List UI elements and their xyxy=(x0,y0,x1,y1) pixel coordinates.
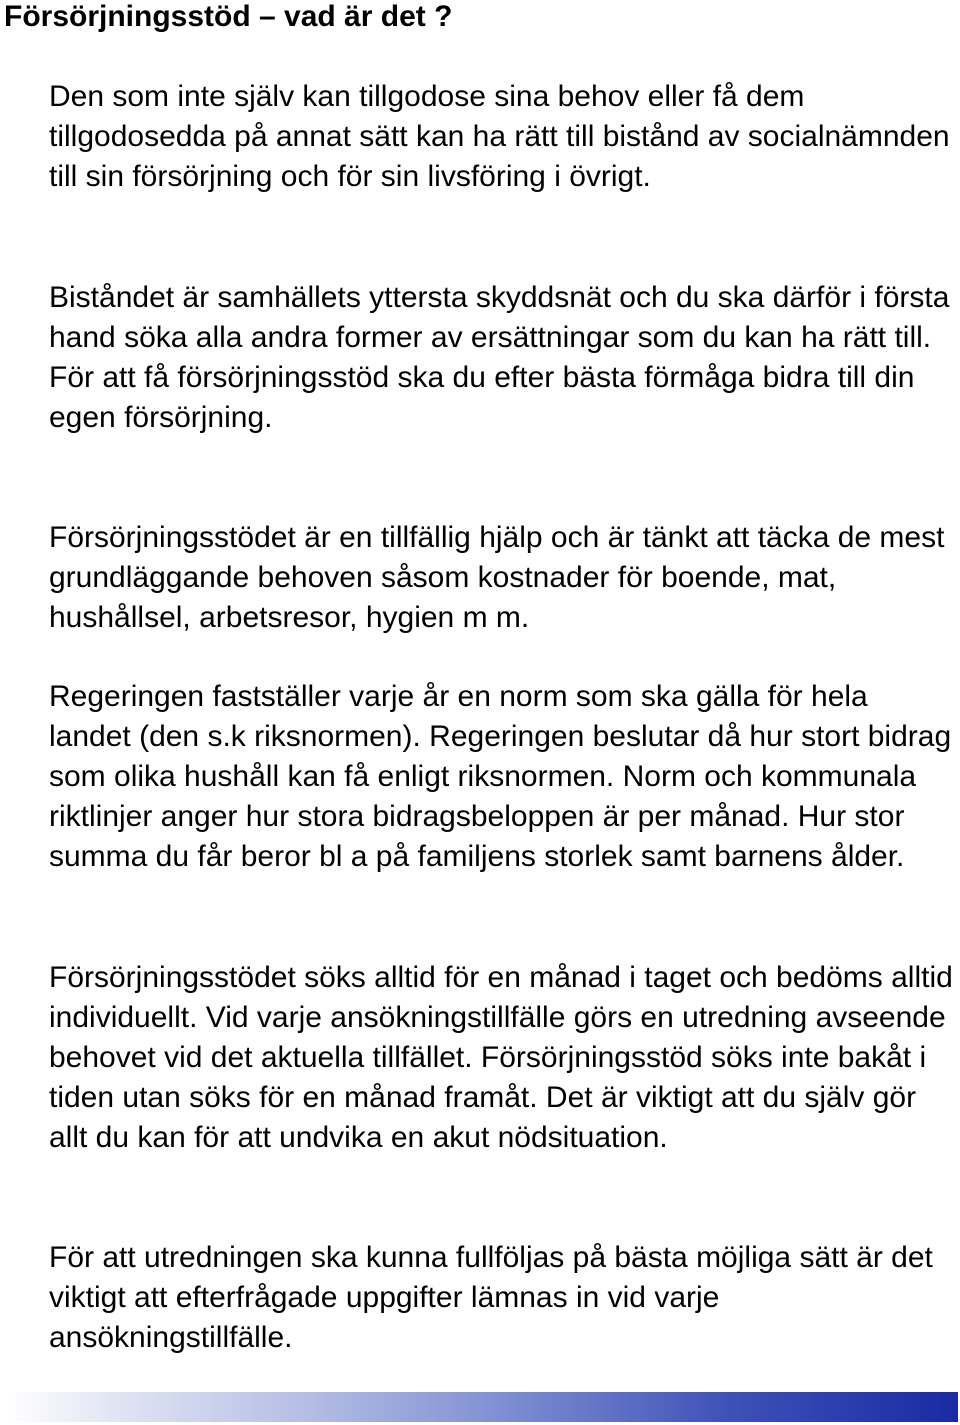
paragraph-required-information: För att utredningen ska kunna fullföljas på bästa möjliga sätt är det viktigt att efterfrågade uppgifter lämnas in vid varje ansökningstillfälle. xyxy=(49,1241,933,1354)
paragraph-safety-net: Biståndet är samhällets yttersta skyddsnät och du ska därför i första hand söka alla andra former av ersättningar som du kan ha rätt till. För att få försörjningsstöd ska du efter bästa förmåga bidra till din egen försörjning. xyxy=(49,281,950,434)
footer-gradient-bar xyxy=(7,1392,958,1422)
paragraph-national-norm: Regeringen fastställer varje år en norm som ska gälla för hela landet (den s.k riksnormen). Regeringen beslutar då hur stort bidrag som olika hushåll kan få enligt riksnormen. Norm och kommunala riktlinjer anger hur stora bidragsbeloppen är per månad. Hur stor summa du får beror bl a på familjens storlek samt barnens ålder. xyxy=(49,680,952,873)
document-title: Försörjningsstöd – vad är det ? xyxy=(4,0,453,33)
paragraph-monthly-application: Försörjningsstödet söks alltid för en månad i taget och bedöms alltid individuellt. Vid varje ansökningstillfälle görs en utredning avseende behovet vid det aktuella tillfället. Försörjningsstöd söks inte bakåt i tiden utan söks för en månad framåt. Det är viktigt att du själv gör allt du kan för att undvika en akut nödsituation. xyxy=(49,961,953,1154)
paragraph-temporary-help: Försörjningsstödet är en tillfällig hjälp och är tänkt att täcka de mest grundläggande behoven såsom kostnader för boende, mat, hushållsel, arbetsresor, hygien m m. xyxy=(49,521,945,634)
paragraph-eligibility: Den som inte själv kan tillgodose sina behov eller få dem tillgodosedda på annat sätt kan ha rätt till bistånd av socialnämnden till sin försörjning och för sin livsföring i övrigt. xyxy=(49,80,950,193)
